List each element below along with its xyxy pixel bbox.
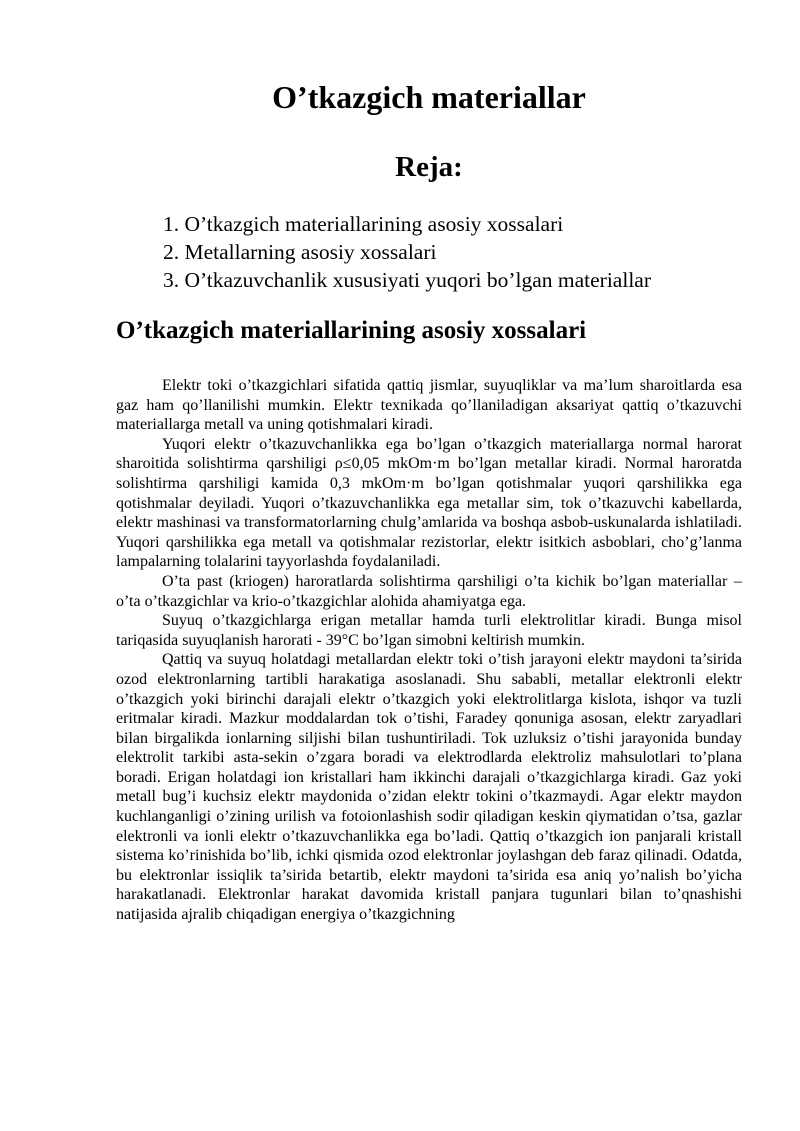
document-title: O’tkazgich materiallar bbox=[272, 79, 586, 115]
plan-list bbox=[163, 210, 651, 294]
plan-item: 1. O’tkazgich materiallarining asosiy xossalari bbox=[163, 212, 564, 236]
body-text bbox=[116, 376, 742, 925]
paragraph: Qattiq va suyuq holatdagi metallardan elektr toki o’tish jarayoni elektr maydoni ta’sirida ozod elektronlarning tartibli harakatiga asoslanadi. Shu sababli, metallar elektronli elektr o’tkazgich yoki birinchi darajali elektr o’tkazgich yoki elektrolitlarga kislota, ishqor va tuzli eritmalar kiradi. Mazkur moddalardan tok o’tishi, Faradey qonuniga asosan, elektr zaryadlari bilan birgalikda ionlarning siljishi bilan tushuntiriladi. Tok uzluksiz o’tishi jarayonida bunday elektrolit tarkibi asta-sekin o’zgara boradi va elektrodlarda elektroliz mahsulotlari to’plana boradi. Erigan holatdagi ion kristallari ham ikkinchi darajali o’tkazgichlarga kiradi. Gaz yoki metall bug’i kuchsiz elektr maydonida o’zidan elektr tokini o’tkazmaydi. Agar elektr maydon kuchlanganligi o’zining urilish va fotoionlashish sodir qiladigan keskin qiymatidan o’tsa, gazlar elektronli va ionli elektr o’tkazuvchanlikka ega bo’ladi. Qattiq o’tkazgich ion panjarali kristall sistema ko’rinishida bo’lib, ichki qismida ozod elektronlar joylashgan deb faraz qilinadi. Odatda, bu elektronlar issiqlik ta’sirida betartib, elektr maydoni ta’sirida esa aniq yo’nalish bo’yicha harakatlanadi. Elektronlar harakat davomida kristall panjara tugunlari bilan to’qnashishi natijasida ajralib chiqadigan energiya o’tkazgichning bbox=[116, 651, 742, 924]
paragraph: Yuqori elektr o’tkazuvchanlikka ega bo’lgan o’tkazgich materiallarga normal harorat sharoitida solishtirma qarshiligi ρ≤0,05 mkOm·m bo’lgan metallar kiradi. Normal haroratda solishtirma qarshiligi kamida 0,3 mkOm·m bo’lgan qotishmalar yuqori qarshilikka ega qotishmalar deyiladi. Yuqori o’tkazuvchanlikka ega metallar sim, tok o’tkazuvchi kabellarda, elektr mashinasi va transformatorlarning chulg’amlarida va boshqa asbob-uskunalarda ishlatiladi. Yuqori qarshilikka ega metall va qotishmalar rezistorlar, elektr isitkich asboblari, cho’g’lanma lampalarning tolalarini tayyorlashda foydalaniladi. bbox=[116, 435, 742, 571]
paragraph: Elektr toki o’tkazgichlari sifatida qattiq jismlar, suyuqliklar va ma’lum sharoitlarda esa gaz ham qo’llanilishi mumkin. Elektr texnikada qo’llaniladigan aksariyat qattiq o’tkazuvchi materiallarga metall va uning qotishmalari kiradi. bbox=[116, 377, 742, 434]
paragraph: O’ta past (kriogen) haroratlarda solishtirma qarshiligi o’ta kichik bo’lgan materiallar – o’ta o’tkazgichlar va krio-o’tkazgichlar alohida ahamiyatga ega. bbox=[116, 572, 742, 610]
plan-item: 2. Metallarning asosiy xossalari bbox=[163, 240, 437, 264]
section-heading: O’tkazgich materiallarining asosiy xossalari bbox=[116, 317, 587, 344]
plan-item: 3. O’tkazuvchanlik xususiyati yuqori bo’lgan materiallar bbox=[163, 268, 652, 292]
plan-heading: Reja: bbox=[395, 151, 463, 183]
paragraph: Suyuq o’tkazgichlarga erigan metallar hamda turli elektrolitlar kiradi. Bunga misol tariqasida suyuqlanish harorati - 39°C bo’lgan simobni keltirish mumkin. bbox=[116, 612, 742, 649]
